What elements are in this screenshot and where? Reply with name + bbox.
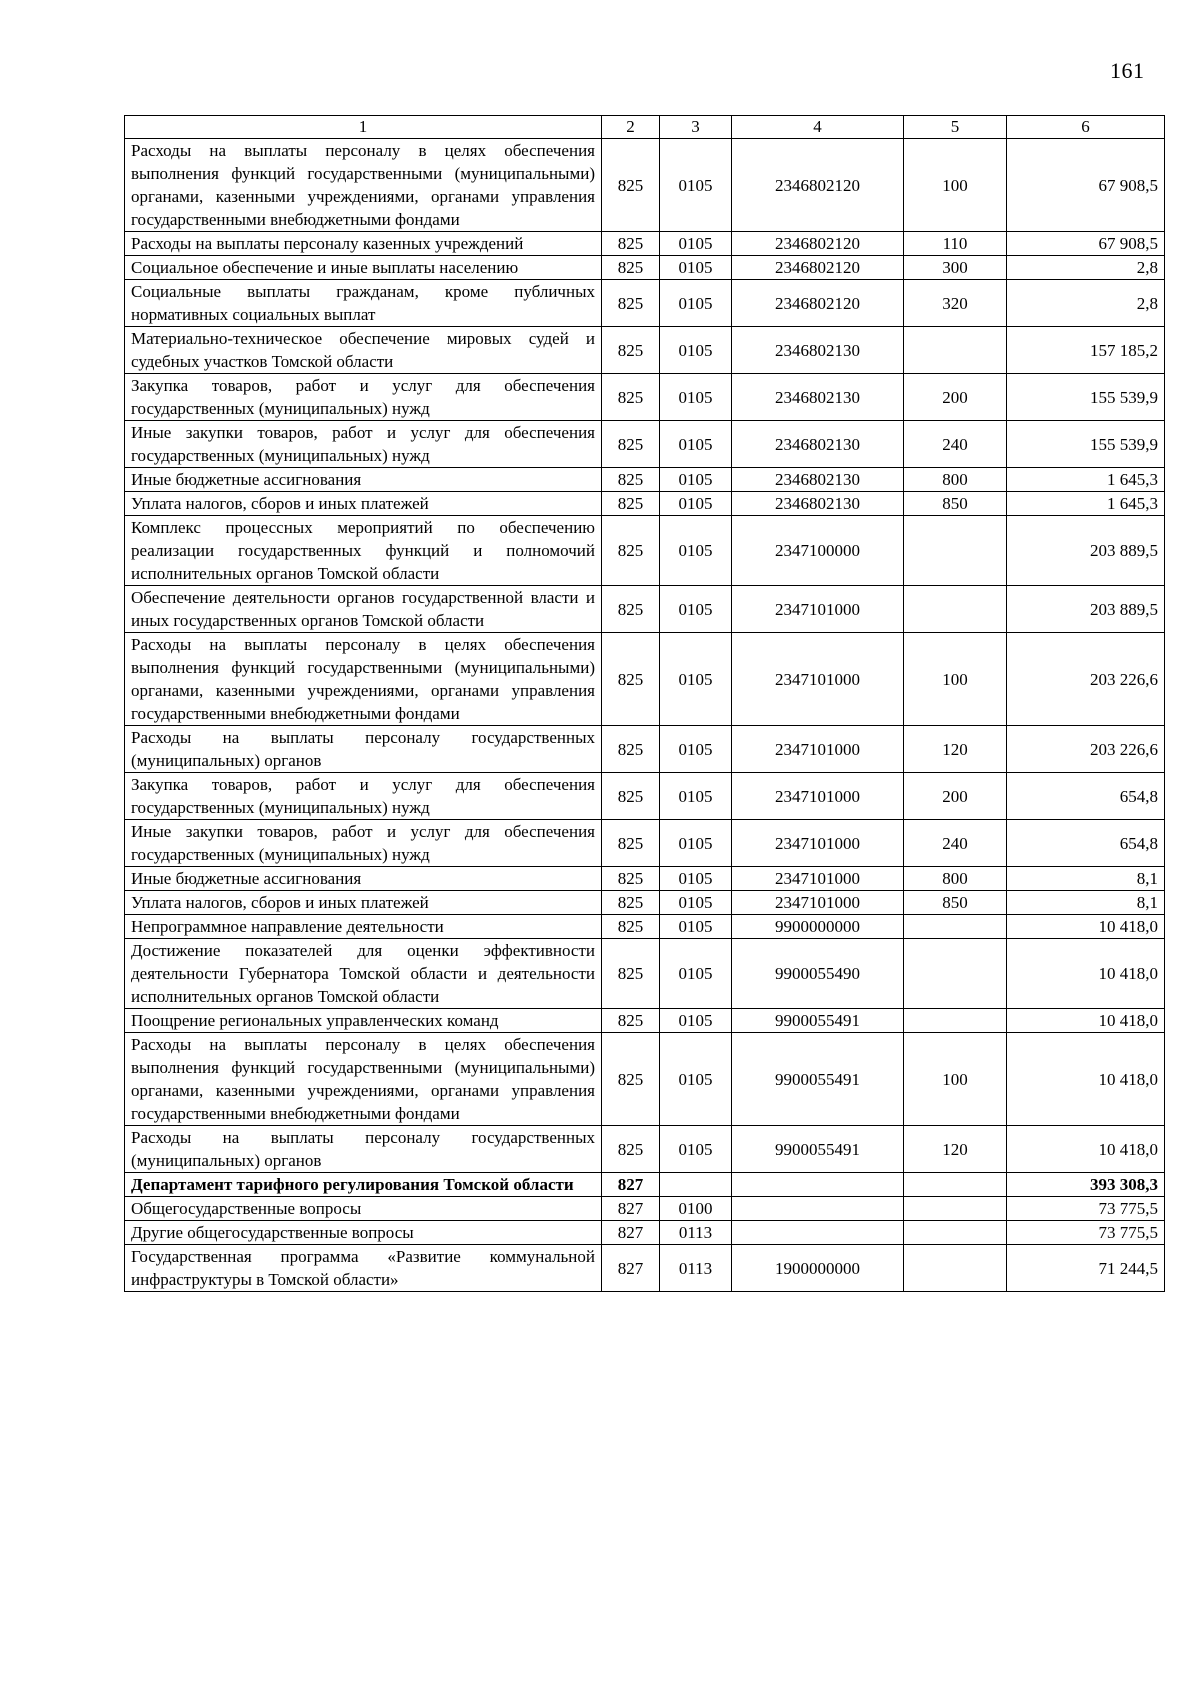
cell-csr: 1900000000 — [732, 1245, 904, 1292]
cell-rzpr: 0105 — [660, 516, 732, 586]
cell-ved: 825 — [602, 468, 660, 492]
cell-rzpr: 0105 — [660, 820, 732, 867]
cell-amount: 393 308,3 — [1007, 1173, 1165, 1197]
cell-vr: 800 — [904, 468, 1007, 492]
cell-vr: 200 — [904, 773, 1007, 820]
cell-vr — [904, 939, 1007, 1009]
cell-ved: 825 — [602, 492, 660, 516]
cell-csr: 9900055490 — [732, 939, 904, 1009]
cell-amount: 2,8 — [1007, 256, 1165, 280]
cell-name: Закупка товаров, работ и услуг для обеспечения государственных (муниципальных) нужд — [125, 374, 602, 421]
cell-ved: 825 — [602, 915, 660, 939]
cell-rzpr: 0105 — [660, 468, 732, 492]
cell-csr: 2346802120 — [732, 256, 904, 280]
table-row — [125, 232, 1165, 256]
cell-csr: 9900055491 — [732, 1033, 904, 1126]
table-row — [125, 280, 1165, 327]
cell-csr: 2347101000 — [732, 773, 904, 820]
cell-csr: 2346802120 — [732, 139, 904, 232]
cell-ved: 825 — [602, 256, 660, 280]
column-header-vr: 5 — [904, 116, 1007, 139]
cell-rzpr: 0105 — [660, 773, 732, 820]
cell-amount: 10 418,0 — [1007, 1126, 1165, 1173]
cell-csr: 2346802130 — [732, 468, 904, 492]
cell-vr: 800 — [904, 867, 1007, 891]
cell-name: Расходы на выплаты персоналу казенных учреждений — [125, 232, 602, 256]
cell-rzpr: 0105 — [660, 421, 732, 468]
cell-rzpr: 0105 — [660, 633, 732, 726]
cell-csr: 9900000000 — [732, 915, 904, 939]
cell-rzpr: 0100 — [660, 1197, 732, 1221]
table-row — [125, 468, 1165, 492]
table-row — [125, 820, 1165, 867]
cell-name: Расходы на выплаты персоналу в целях обеспечения выполнения функций государственными (муниципальными) органами, казенными учреждениями, органами управления государственными внебюджетными фондами — [125, 139, 602, 232]
table-row — [125, 915, 1165, 939]
cell-vr — [904, 327, 1007, 374]
cell-vr — [904, 1221, 1007, 1245]
cell-vr: 850 — [904, 891, 1007, 915]
cell-csr: 2346802130 — [732, 492, 904, 516]
cell-vr: 240 — [904, 820, 1007, 867]
cell-rzpr: 0105 — [660, 726, 732, 773]
cell-amount: 10 418,0 — [1007, 915, 1165, 939]
cell-ved: 825 — [602, 1009, 660, 1033]
cell-amount: 155 539,9 — [1007, 374, 1165, 421]
table-row — [125, 586, 1165, 633]
cell-vr — [904, 1197, 1007, 1221]
cell-ved: 825 — [602, 374, 660, 421]
cell-rzpr: 0105 — [660, 1009, 732, 1033]
table-row — [125, 256, 1165, 280]
column-header-rzpr: 3 — [660, 116, 732, 139]
table-body — [125, 139, 1165, 1292]
cell-amount: 10 418,0 — [1007, 1033, 1165, 1126]
budget-table — [124, 115, 1165, 1292]
cell-name: Расходы на выплаты персоналу государственных (муниципальных) органов — [125, 1126, 602, 1173]
table-row — [125, 327, 1165, 374]
cell-vr: 240 — [904, 421, 1007, 468]
cell-vr — [904, 1009, 1007, 1033]
cell-csr — [732, 1173, 904, 1197]
cell-rzpr: 0113 — [660, 1245, 732, 1292]
table-row — [125, 1245, 1165, 1292]
cell-amount: 203 226,6 — [1007, 726, 1165, 773]
cell-amount: 1 645,3 — [1007, 468, 1165, 492]
cell-csr: 2346802130 — [732, 374, 904, 421]
cell-name: Иные закупки товаров, работ и услуг для обеспечения государственных (муниципальных) нужд — [125, 421, 602, 468]
cell-ved: 825 — [602, 516, 660, 586]
cell-name: Достижение показателей для оценки эффективности деятельности Губернатора Томской области и деятельности исполнительных органов Томской области — [125, 939, 602, 1009]
cell-amount: 8,1 — [1007, 867, 1165, 891]
column-header-csr: 4 — [732, 116, 904, 139]
cell-csr: 2347101000 — [732, 820, 904, 867]
cell-vr: 120 — [904, 1126, 1007, 1173]
cell-vr: 120 — [904, 726, 1007, 773]
cell-rzpr: 0105 — [660, 327, 732, 374]
cell-rzpr — [660, 1173, 732, 1197]
cell-csr: 2347101000 — [732, 586, 904, 633]
table-row — [125, 139, 1165, 232]
table-header-row — [125, 116, 1165, 139]
cell-rzpr: 0105 — [660, 492, 732, 516]
cell-vr — [904, 516, 1007, 586]
cell-name: Расходы на выплаты персоналу в целях обеспечения выполнения функций государственными (муниципальными) органами, казенными учреждениями, органами управления государственными внебюджетными фондами — [125, 633, 602, 726]
cell-ved: 827 — [602, 1173, 660, 1197]
cell-csr: 2347101000 — [732, 633, 904, 726]
cell-csr: 2346802120 — [732, 232, 904, 256]
table-row — [125, 1009, 1165, 1033]
cell-ved: 827 — [602, 1197, 660, 1221]
cell-amount: 203 889,5 — [1007, 586, 1165, 633]
cell-name: Общегосударственные вопросы — [125, 1197, 602, 1221]
cell-rzpr: 0105 — [660, 915, 732, 939]
cell-name: Иные закупки товаров, работ и услуг для обеспечения государственных (муниципальных) нужд — [125, 820, 602, 867]
table-row — [125, 1033, 1165, 1126]
cell-name: Уплата налогов, сборов и иных платежей — [125, 492, 602, 516]
cell-amount: 203 889,5 — [1007, 516, 1165, 586]
cell-amount: 157 185,2 — [1007, 327, 1165, 374]
cell-name: Уплата налогов, сборов и иных платежей — [125, 891, 602, 915]
cell-ved: 825 — [602, 327, 660, 374]
cell-vr — [904, 1245, 1007, 1292]
cell-ved: 825 — [602, 633, 660, 726]
table-row — [125, 374, 1165, 421]
cell-rzpr: 0105 — [660, 139, 732, 232]
cell-amount: 10 418,0 — [1007, 939, 1165, 1009]
cell-ved: 825 — [602, 939, 660, 1009]
cell-name: Расходы на выплаты персоналу в целях обеспечения выполнения функций государственными (муниципальными) органами, казенными учреждениями, органами управления государственными внебюджетными фондами — [125, 1033, 602, 1126]
cell-vr: 200 — [904, 374, 1007, 421]
cell-name: Государственная программа «Развитие коммунальной инфраструктуры в Томской области» — [125, 1245, 602, 1292]
cell-amount: 654,8 — [1007, 773, 1165, 820]
cell-rzpr: 0105 — [660, 232, 732, 256]
cell-rzpr: 0113 — [660, 1221, 732, 1245]
cell-name: Закупка товаров, работ и услуг для обеспечения государственных (муниципальных) нужд — [125, 773, 602, 820]
cell-ved: 825 — [602, 421, 660, 468]
table-row — [125, 939, 1165, 1009]
cell-csr: 2346802120 — [732, 280, 904, 327]
cell-vr: 850 — [904, 492, 1007, 516]
cell-amount: 2,8 — [1007, 280, 1165, 327]
cell-name: Социальные выплаты гражданам, кроме публичных нормативных социальных выплат — [125, 280, 602, 327]
cell-vr: 110 — [904, 232, 1007, 256]
cell-rzpr: 0105 — [660, 256, 732, 280]
cell-ved: 825 — [602, 280, 660, 327]
cell-rzpr: 0105 — [660, 1033, 732, 1126]
cell-vr — [904, 1173, 1007, 1197]
cell-ved: 825 — [602, 586, 660, 633]
cell-name: Другие общегосударственные вопросы — [125, 1221, 602, 1245]
cell-csr: 2346802130 — [732, 327, 904, 374]
cell-amount: 155 539,9 — [1007, 421, 1165, 468]
table-row — [125, 773, 1165, 820]
table-row — [125, 1221, 1165, 1245]
cell-csr — [732, 1197, 904, 1221]
table-row — [125, 1197, 1165, 1221]
cell-ved: 825 — [602, 867, 660, 891]
cell-ved: 827 — [602, 1245, 660, 1292]
cell-vr: 100 — [904, 633, 1007, 726]
table-row — [125, 1126, 1165, 1173]
page-number: 161 — [1110, 58, 1145, 83]
cell-name: Комплекс процессных мероприятий по обеспечению реализации государственных функций и полномочий исполнительных органов Томской области — [125, 516, 602, 586]
column-header-name: 1 — [125, 116, 602, 139]
cell-name: Обеспечение деятельности органов государственной власти и иных государственных органов Томской области — [125, 586, 602, 633]
cell-ved: 825 — [602, 773, 660, 820]
cell-rzpr: 0105 — [660, 891, 732, 915]
cell-ved: 825 — [602, 1126, 660, 1173]
table-row — [125, 492, 1165, 516]
cell-amount: 10 418,0 — [1007, 1009, 1165, 1033]
column-header-amount: 6 — [1007, 116, 1165, 139]
cell-amount: 1 645,3 — [1007, 492, 1165, 516]
cell-csr: 2347100000 — [732, 516, 904, 586]
cell-ved: 825 — [602, 891, 660, 915]
cell-name: Иные бюджетные ассигнования — [125, 867, 602, 891]
cell-csr: 2347101000 — [732, 891, 904, 915]
cell-ved: 825 — [602, 139, 660, 232]
cell-vr: 100 — [904, 1033, 1007, 1126]
cell-ved: 825 — [602, 820, 660, 867]
table-row — [125, 421, 1165, 468]
table-row — [125, 867, 1165, 891]
cell-csr — [732, 1221, 904, 1245]
table-row — [125, 516, 1165, 586]
cell-ved: 825 — [602, 232, 660, 256]
cell-rzpr: 0105 — [660, 280, 732, 327]
cell-rzpr: 0105 — [660, 374, 732, 421]
table-row — [125, 1173, 1165, 1197]
column-header-ved: 2 — [602, 116, 660, 139]
cell-name: Материально-техническое обеспечение мировых судей и судебных участков Томской области — [125, 327, 602, 374]
cell-name: Поощрение региональных управленческих команд — [125, 1009, 602, 1033]
cell-csr: 9900055491 — [732, 1009, 904, 1033]
table-row — [125, 633, 1165, 726]
cell-name: Расходы на выплаты персоналу государственных (муниципальных) органов — [125, 726, 602, 773]
cell-vr — [904, 586, 1007, 633]
table-row — [125, 891, 1165, 915]
cell-ved: 825 — [602, 1033, 660, 1126]
cell-name: Социальное обеспечение и иные выплаты населению — [125, 256, 602, 280]
cell-amount: 71 244,5 — [1007, 1245, 1165, 1292]
cell-name: Непрограммное направление деятельности — [125, 915, 602, 939]
cell-rzpr: 0105 — [660, 939, 732, 1009]
cell-amount: 67 908,5 — [1007, 139, 1165, 232]
cell-csr: 2346802130 — [732, 421, 904, 468]
cell-vr: 320 — [904, 280, 1007, 327]
cell-ved: 825 — [602, 726, 660, 773]
cell-csr: 2347101000 — [732, 726, 904, 773]
cell-amount: 8,1 — [1007, 891, 1165, 915]
cell-amount: 67 908,5 — [1007, 232, 1165, 256]
cell-ved: 827 — [602, 1221, 660, 1245]
cell-vr — [904, 915, 1007, 939]
table-row — [125, 726, 1165, 773]
cell-amount: 73 775,5 — [1007, 1197, 1165, 1221]
cell-name: Департамент тарифного регулирования Томской области — [125, 1173, 602, 1197]
cell-rzpr: 0105 — [660, 1126, 732, 1173]
cell-csr: 9900055491 — [732, 1126, 904, 1173]
cell-vr: 100 — [904, 139, 1007, 232]
cell-csr: 2347101000 — [732, 867, 904, 891]
cell-amount: 654,8 — [1007, 820, 1165, 867]
cell-name: Иные бюджетные ассигнования — [125, 468, 602, 492]
cell-amount: 73 775,5 — [1007, 1221, 1165, 1245]
cell-rzpr: 0105 — [660, 867, 732, 891]
cell-rzpr: 0105 — [660, 586, 732, 633]
cell-amount: 203 226,6 — [1007, 633, 1165, 726]
cell-vr: 300 — [904, 256, 1007, 280]
